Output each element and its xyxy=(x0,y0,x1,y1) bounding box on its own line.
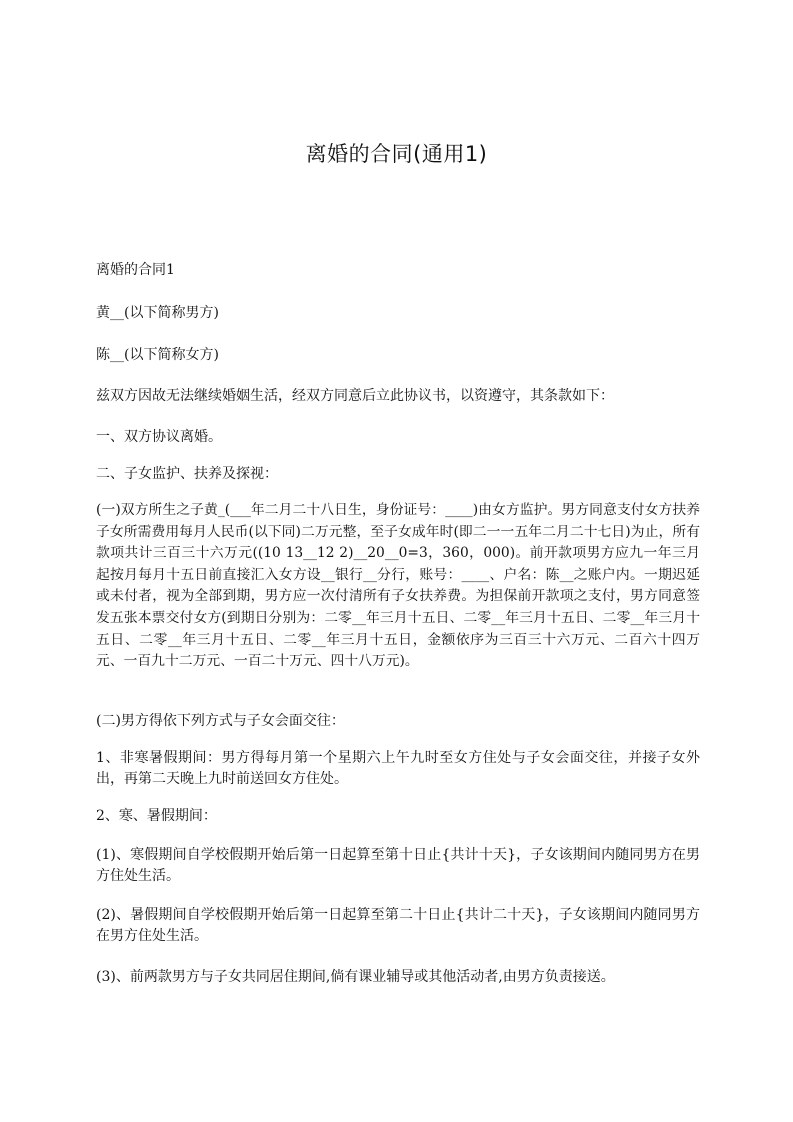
section-1-heading: 一、双方协议离婚。 xyxy=(96,429,222,445)
clause-2-heading: (二)男方得依下列方式与子女会面交往： xyxy=(96,713,345,729)
item-2-heading: 2、寒、暑假期间： xyxy=(96,808,217,824)
section-2-heading: 二、子女监护、扶养及探视： xyxy=(96,466,278,482)
item-1-paragraph: 1、非寒暑假期间：男方得每月第一个星期六上午九时至女方住处与子女会面交往，并接子女外出，再第二天晚上九时前送回女方住处。 xyxy=(96,750,700,787)
sub-item-3-paragraph: (3)、前两款男方与子女共同居住期间,倘有课业辅导或其他活动者,由男方负责接送。 xyxy=(96,969,615,985)
party-male: 黄__(以下简称男方) xyxy=(96,305,219,321)
document-subtitle: 离婚的合同1 xyxy=(96,262,175,278)
sub-item-1-paragraph: (1)、寒假期间自学校假期开始后第一日起算至第十日止{共计十天}，子女该期间内随同男方在男方住处生活。 xyxy=(96,847,700,884)
party-female: 陈__(以下简称女方) xyxy=(96,347,219,363)
intro-paragraph: 兹双方因故无法继续婚姻生活，经双方同意后立此协议书，以资遵守，其条款如下： xyxy=(96,388,614,404)
clause-1-paragraph: (一)双方所生之子黄_(___年二月二十八日生，身份证号：____)由女方监护。男方同意支付女方扶养子女所需费用每月人民币(以下同)二万元整，至子女成年时(即二一一五年二月二十七日)为止，所有款项共计三百三十六万元((10 13__12 2)__20__0=3，360，000)。前开款项男方应九一年三月起按月每月十五日前直接汇入女方设__银行__分行，账号：____、户名：陈__之账户内。一期迟延或未付者，视为全部到期，男方应一次付清所有子女扶养费。为担保前开款项之支付，男方同意签发五张本票交付女方(到期日分别为：二零__年三月十五日、二零__年三月十五日、二零__年三月十五日、二零__年三月十五日、二零__年三月十五日，金额依序为三百三十六万元、二百六十四万元、一百九十二万元、一百二十万元、四十八万元)。 xyxy=(96,502,700,670)
document-title: 离婚的合同(通用1) xyxy=(305,142,488,166)
sub-item-2-paragraph: (2)、暑假期间自学校假期开始后第一日起算至第二十日止{共计二十天}，子女该期间内随同男方在男方住处生活。 xyxy=(96,907,700,944)
